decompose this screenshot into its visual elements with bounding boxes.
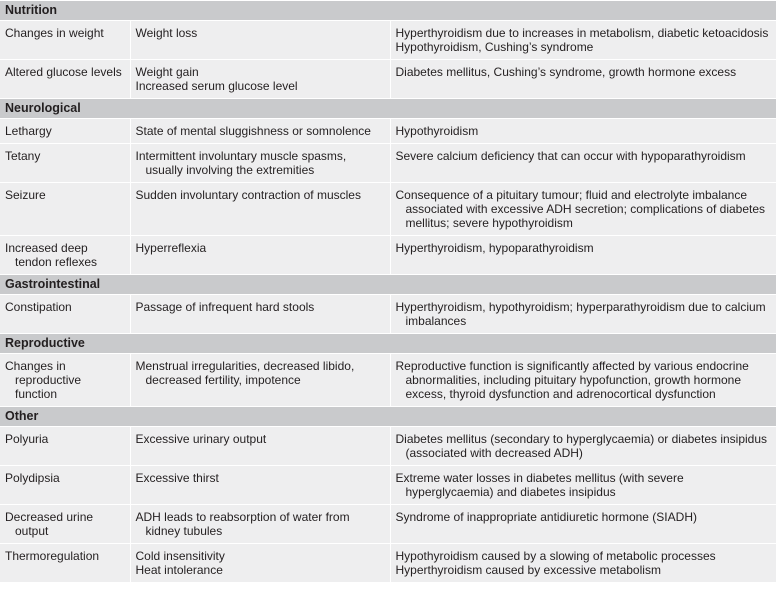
description-line: ADH leads to reabsorption of water from kidney tubules (135, 510, 350, 538)
section-title: Reproductive (0, 334, 776, 354)
description-line: Weight loss (135, 26, 198, 40)
sign-cell (0, 236, 130, 275)
causes-cell (390, 144, 776, 183)
sign-cell (0, 21, 130, 60)
table-row (0, 295, 776, 334)
causes-cell (390, 544, 776, 583)
section-header-nutrition (0, 1, 776, 21)
causes-cell (390, 21, 776, 60)
sign-line: Changes in weight (5, 26, 104, 40)
causes-line: Diabetes mellitus, Cushing’s syndrome, growth hormone excess (395, 65, 737, 79)
description-line: Hyperreflexia (135, 241, 207, 255)
section-title: Nutrition (0, 1, 776, 21)
description-cell (130, 466, 390, 505)
description-cell (130, 183, 390, 236)
causes-line: Hypothyroidism, Cushing’s syndrome (395, 40, 594, 54)
sign-cell (0, 354, 130, 407)
sign-line: Constipation (5, 300, 72, 314)
description-cell (130, 544, 390, 583)
causes-cell (390, 505, 776, 544)
section-title: Neurological (0, 99, 776, 119)
causes-cell (390, 466, 776, 505)
sign-cell (0, 119, 130, 144)
sign-line: Seizure (5, 188, 46, 202)
description-cell (130, 236, 390, 275)
table-row (0, 544, 776, 583)
sign-cell (0, 544, 130, 583)
section-header-neurological (0, 99, 776, 119)
causes-line: Severe calcium deficiency that can occur with hypoparathyroidism (395, 149, 746, 163)
description-line: Weight gain (135, 65, 199, 79)
description-line: Heat intolerance (135, 563, 223, 577)
section-header-gastrointestinal (0, 275, 776, 295)
sign-line: Thermoregulation (5, 549, 100, 563)
sign-line: Polydipsia (5, 471, 60, 485)
table-row (0, 119, 776, 144)
description-line: State of mental sluggishness or somnolence (135, 124, 371, 138)
sign-line: Increased deep tendon reflexes (5, 241, 98, 269)
causes-cell (390, 354, 776, 407)
causes-cell (390, 295, 776, 334)
description-cell (130, 119, 390, 144)
causes-line: Diabetes mellitus (secondary to hyperglycaemia) or diabetes insipidus (associated with decreased ADH) (395, 432, 768, 460)
table-row (0, 60, 776, 99)
sign-cell (0, 466, 130, 505)
sign-cell (0, 60, 130, 99)
description-line: Cold insensitivity (135, 549, 225, 563)
section-title: Other (0, 407, 776, 427)
sign-line: Decreased urine output (5, 510, 94, 538)
description-line: Intermittent involuntary muscle spasms, usually involving the extremities (135, 149, 347, 177)
description-line: Excessive thirst (135, 471, 219, 485)
sign-line: Altered glucose levels (5, 65, 122, 79)
causes-line: Extreme water losses in diabetes mellitus (with severe hyperglycaemia) and diabetes insipidus (395, 471, 684, 499)
sign-line: Polyuria (5, 432, 49, 446)
causes-line: Syndrome of inappropriate antidiuretic hormone (SIADH) (395, 510, 697, 524)
description-line: Increased serum glucose level (135, 79, 298, 93)
description-cell (130, 60, 390, 99)
table-row (0, 427, 776, 466)
sign-cell (0, 183, 130, 236)
table-row (0, 354, 776, 407)
section-header-other (0, 407, 776, 427)
sign-cell (0, 427, 130, 466)
description-line: Passage of infrequent hard stools (135, 300, 315, 314)
description-line: Sudden involuntary contraction of muscles (135, 188, 361, 202)
table-row (0, 144, 776, 183)
sign-cell (0, 505, 130, 544)
description-cell (130, 427, 390, 466)
sign-line: Lethargy (5, 124, 52, 138)
sign-line: Tetany (5, 149, 41, 163)
table-body (0, 1, 776, 583)
sign-cell (0, 295, 130, 334)
causes-line: Hypothyroidism (395, 124, 479, 138)
sign-cell (0, 144, 130, 183)
causes-cell (390, 427, 776, 466)
description-cell (130, 354, 390, 407)
causes-cell (390, 183, 776, 236)
causes-cell (390, 119, 776, 144)
sign-line: Changes in reproductive function (5, 359, 82, 401)
causes-line: Reproductive function is significantly affected by various endocrine abnormalities, including pituitary hypofunction, growth hormone excess, thyroid dysfunction and adrenocortical dysfunction (395, 359, 749, 401)
table-row (0, 505, 776, 544)
causes-cell (390, 60, 776, 99)
section-title: Gastrointestinal (0, 275, 776, 295)
causes-cell (390, 236, 776, 275)
causes-line: Hyperthyroidism, hypothyroidism; hyperparathyroidism due to calcium imbalances (395, 300, 766, 328)
table-row (0, 183, 776, 236)
causes-line: Hyperthyroidism, hypoparathyroidism (395, 241, 594, 255)
description-cell (130, 21, 390, 60)
table-row (0, 21, 776, 60)
section-header-reproductive (0, 334, 776, 354)
description-line: Menstrual irregularities, decreased libido, decreased fertility, impotence (135, 359, 355, 387)
description-line: Excessive urinary output (135, 432, 267, 446)
table-row (0, 236, 776, 275)
table-row (0, 466, 776, 505)
causes-line: Hyperthyroidism due to increases in metabolism, diabetic ketoacidosis (395, 26, 769, 40)
description-cell (130, 144, 390, 183)
causes-line: Hyperthyroidism caused by excessive metabolism (395, 563, 661, 577)
description-cell (130, 295, 390, 334)
causes-line: Hypothyroidism caused by a slowing of metabolic processes (395, 549, 716, 563)
description-cell (130, 505, 390, 544)
causes-line: Consequence of a pituitary tumour; fluid and electrolyte imbalance associated with excessive ADH secretion; complications of diabetes mellitus; severe hypothyroidism (395, 188, 766, 230)
